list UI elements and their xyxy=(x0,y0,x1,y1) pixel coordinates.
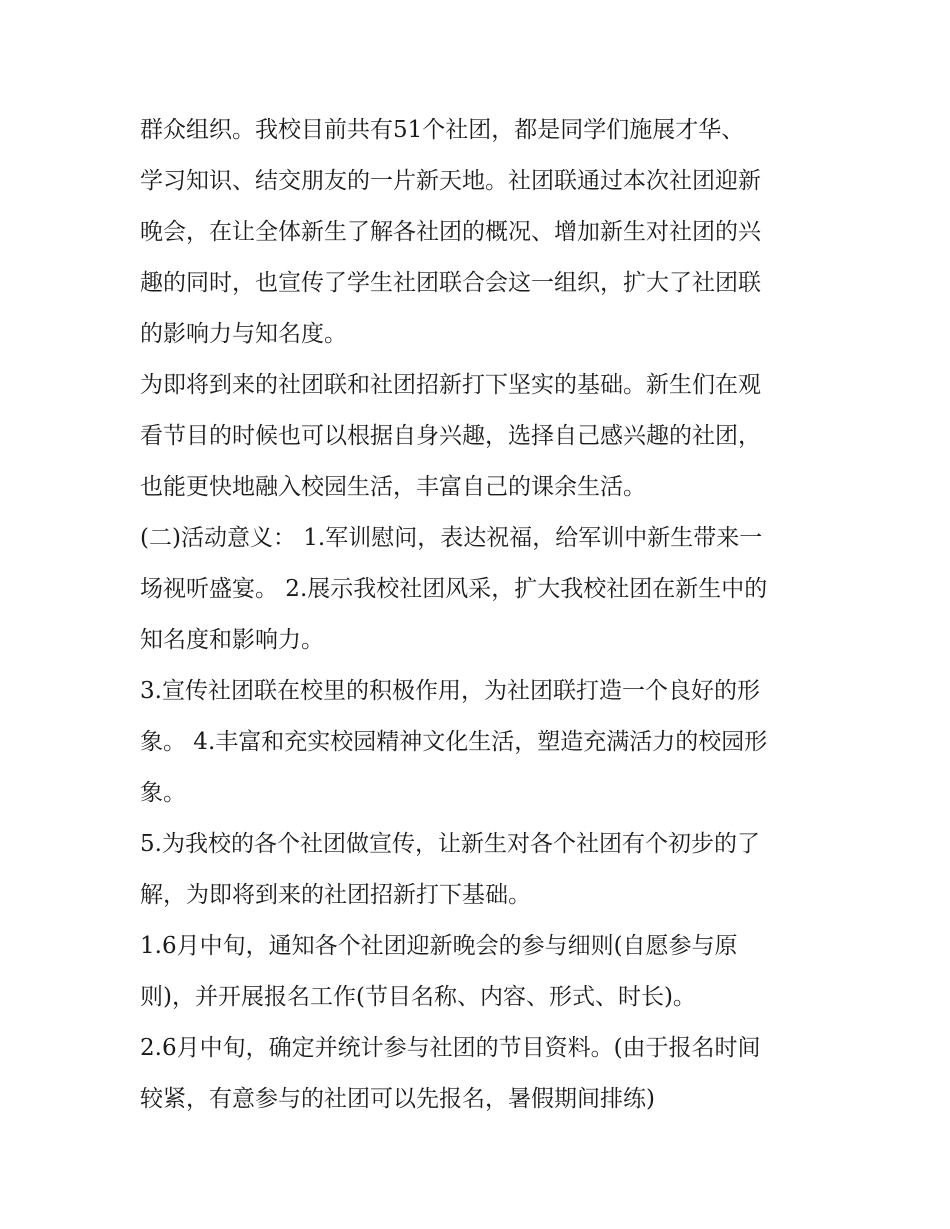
paragraph-activity-significance xyxy=(140,513,812,666)
text-line: 的影响力与知名度。 xyxy=(140,321,347,347)
text-line: 趣的同时，也宣传了学生社团联合会这一组织，扩大了社团联 xyxy=(140,270,761,296)
text-line: 学习知识、结交朋友的一片新天地。社团联通过本次社团迎新 xyxy=(140,168,761,194)
text-line: 群众组织。我校目前共有51个社团，都是同学们施展才华、 xyxy=(140,117,745,143)
text-line: 也能更快地融入校园生活，丰富自己的课余生活。 xyxy=(140,474,646,500)
text-line: 看节目的时候也可以根据自身兴趣，选择自己感兴趣的社团， xyxy=(140,423,761,449)
text-line: (二)活动意义： 1.军训慰问，表达祝福，给军训中新生带来一 xyxy=(140,525,763,551)
text-line: 场视听盛宴。 2.展示我校社团风采，扩大我校社团在新生中的 xyxy=(140,576,768,602)
paragraph-point-3-4 xyxy=(140,666,812,819)
paragraph-schedule-2 xyxy=(140,1023,812,1125)
paragraph-recruitment-basis xyxy=(140,360,812,513)
paragraph-club-intro xyxy=(140,105,812,360)
text-line: 知名度和影响力。 xyxy=(140,627,324,653)
text-line: 5.为我校的各个社团做宣传，让新生对各个社团有个初步的了 xyxy=(140,831,760,857)
text-line: 晚会，在让全体新生了解各社团的概况、增加新生对社团的兴 xyxy=(140,219,761,245)
text-line: 1.6月中旬，通知各个社团迎新晚会的参与细则(自愿参与原 xyxy=(140,933,738,959)
text-line: 较紧，有意参与的社团可以先报名，暑假期间排练) xyxy=(140,1086,655,1112)
paragraph-point-5 xyxy=(140,819,812,921)
document-body xyxy=(140,105,812,1125)
text-line: 2.6月中旬，确定并统计参与社团的节目资料。(由于报名时间 xyxy=(140,1035,761,1061)
text-line: 象。 xyxy=(140,780,186,806)
text-line: 为即将到来的社团联和社团招新打下坚实的基础。新生们在观 xyxy=(140,372,761,398)
text-line: 解，为即将到来的社团招新打下基础。 xyxy=(140,882,531,908)
text-line: 则)，并开展报名工作(节目名称、内容、形式、时长)。 xyxy=(140,984,696,1010)
text-line: 3.宣传社团联在校里的积极作用，为社团联打造一个良好的形 xyxy=(140,678,760,704)
paragraph-schedule-1 xyxy=(140,921,812,1023)
text-line: 象。 4.丰富和充实校园精神文化生活，塑造充满活力的校园形 xyxy=(140,729,768,755)
